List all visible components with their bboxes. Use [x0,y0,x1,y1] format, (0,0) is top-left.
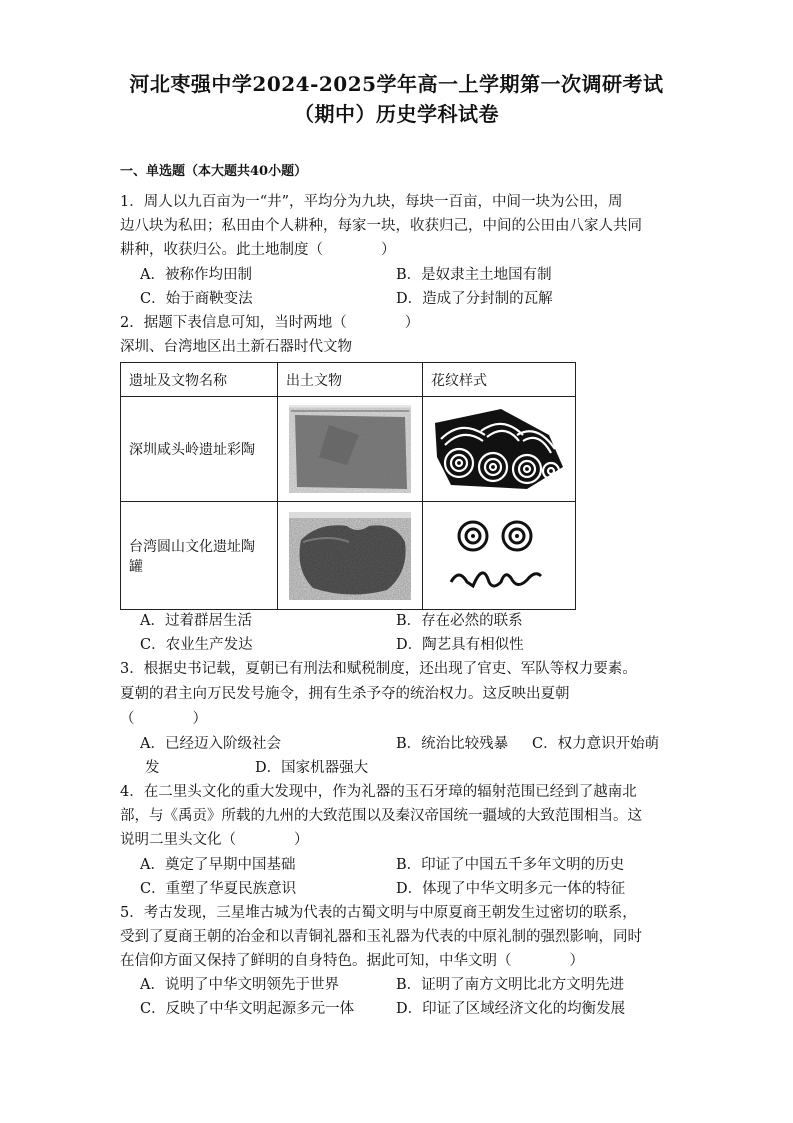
option-d: D．印证了区域经济文化的均衡发展 [396,1001,626,1017]
relics-table [120,362,576,610]
option-b: B．印证了中国五千多年文明的历史 [396,857,625,873]
option-b: B．是奴隶主土地国有制 [396,267,552,283]
option-d: D．体现了中华文明多元一体的特征 [396,881,626,897]
table-header-row [121,363,576,397]
option-c-continued: 发 [145,760,160,776]
site-name-line: 台湾圆山文化遗址陶 [129,538,255,555]
option-a: A．奠定了早期中国基础 [140,857,296,873]
option-b: B．存在必然的联系 [396,613,523,629]
table-caption: 深圳、台湾地区出土新石器时代文物 [120,339,352,355]
option-c: C．反映了中华文明起源多元一体 [140,1001,355,1017]
option-a: A．已经迈入阶级社会 [140,736,281,752]
option-c: C．始于商鞅变法 [140,291,253,307]
option-d: D．国家机器强大 [255,760,369,776]
title-line-2: （期中）历史学科试卷 [294,102,499,126]
question-stem-line: （ ） [120,711,207,727]
concentric-circle-pattern [431,405,567,493]
option-b: B．证明了南方文明比北方文明先进 [396,977,625,993]
pattern-cell [423,502,576,610]
option-a: A．被称作均田制 [140,267,252,283]
option-c: C．农业生产发达 [140,637,253,653]
site-name: 深圳咸头岭遗址彩陶 [121,397,278,502]
title-line-1: 河北枣强中学2024-2025学年高一上学期第一次调研考试 [129,72,664,96]
question-stem-line: 边八块为私田；私田由个人耕种，每家一块，收获归己，中间的公田由八家人共同 [120,218,642,234]
question-stem-line: 2．据题下表信息可知，当时两地（ ） [120,315,420,331]
question-stem-line: 1．周人以九百亩为一“井”，平均分为九块，每块一百亩，中间一块为公田，周 [120,194,623,210]
photo-cell [278,397,423,502]
site-name [121,502,278,610]
table-header-cell: 出土文物 [278,363,423,397]
pattern-cell [423,397,576,502]
section-heading: 一、单选题（本大题共40小题） [120,164,308,179]
question-stem-line: 3．根据史书记载，夏朝已有刑法和赋税制度，还出现了官吏、军队等权力要素。 [120,661,637,677]
question-stem-line: 受到了夏商王朝的冶金和以青铜礼器和玉礼器为代表的中原礼制的强烈影响，同时 [120,929,642,945]
question-stem-line: 部，与《禹贡》所载的九州的大致范围以及秦汉帝国统一疆域的大致范围相当。这 [120,808,642,824]
option-d: D．造成了分封制的瓦解 [396,291,553,307]
option-c: C．权力意识开始萌 [532,736,660,752]
question-stem-line: 5．考古发现，三星堆古城为代表的古蜀文明与中原夏商王朝发生过密切的联系， [120,905,637,921]
question-stem-line: 夏朝的君主向万民发号施令，拥有生杀予夺的统治权力。这反映出夏朝 [120,686,570,702]
option-b: B．统治比较残暴 [396,736,509,752]
question-stem-line: 4．在二里头文化的重大发现中，作为礼器的玉石牙璋的辐射范围已经到了越南北 [120,784,637,800]
circle-wave-pattern [431,512,567,600]
pottery-jar-photo [289,512,411,600]
question-stem-line: 耕种，收获归公。此土地制度（ ） [120,242,396,258]
table-header-cell: 花纹样式 [423,363,576,397]
option-d: D．陶艺具有相似性 [396,637,524,653]
table-header-cell: 遗址及文物名称 [121,363,278,397]
question-stem-line: 在信仰方面又保持了鲜明的自身特色。据此可知，中华文明（ ） [120,953,584,969]
site-name-line: 罐 [129,558,143,575]
option-a: A．过着群居生活 [140,613,252,629]
table-row [121,502,576,610]
pottery-shard-photo [289,405,411,493]
option-a: A．说明了中华文明领先于世界 [140,977,339,993]
option-c: C．重塑了华夏民族意识 [140,881,297,897]
table-row [121,397,576,502]
photo-cell [278,502,423,610]
question-stem-line: 说明二里头文化（ ） [120,832,309,848]
